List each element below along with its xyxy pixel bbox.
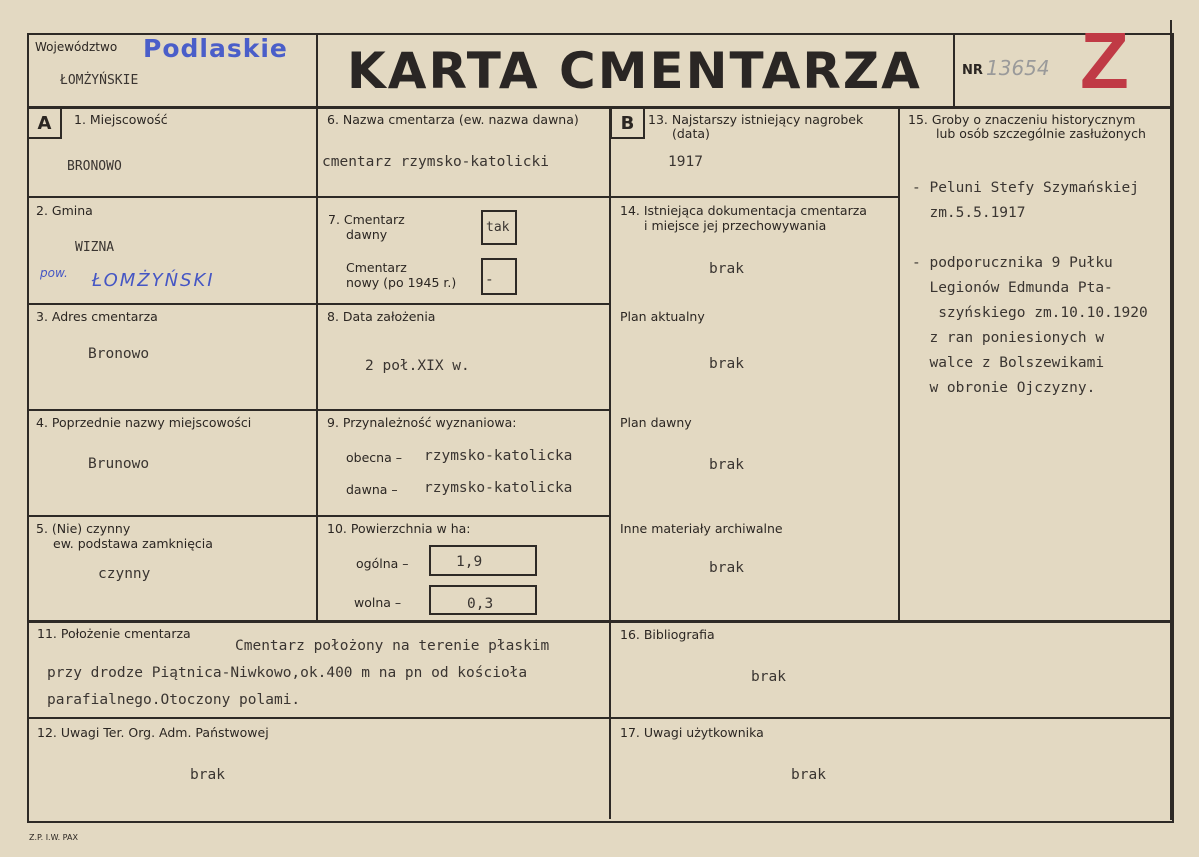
divider <box>316 33 318 621</box>
section-b-marker: B <box>610 107 645 139</box>
dawna-value: rzymsko-katolicka <box>424 480 573 496</box>
nr-value: 13654 <box>986 56 1050 80</box>
field-15-label: 15. Groby o znaczeniu historycznym <box>908 112 1136 127</box>
divider <box>27 106 1172 109</box>
divider <box>1170 20 1172 820</box>
grave-line: walce z Bolszewikami <box>912 355 1105 371</box>
wolna-value: 0,3 <box>429 585 537 615</box>
grave-line <box>912 226 1148 251</box>
obecna-value: rzymsko-katolicka <box>424 448 573 464</box>
field-11-line3: parafialnego.Otoczony polami. <box>47 692 301 708</box>
plan-aktualny-label: Plan aktualny <box>620 309 705 324</box>
divider <box>27 409 610 411</box>
grave-line: z ran poniesionych w <box>912 330 1105 346</box>
field-3-value: Bronowo <box>88 346 150 362</box>
grave-line: w obronie Ojczyzny. <box>912 380 1096 396</box>
divider <box>953 33 955 107</box>
field-11-label: 11. Położenie cmentarza <box>37 626 191 641</box>
field-2-label: 2. Gmina <box>36 203 93 218</box>
divider <box>27 303 610 305</box>
field-15-lines <box>912 176 1148 401</box>
grave-line: - podporucznika 9 Pułku <box>912 255 1113 271</box>
field-7-nowy-label: Cmentarz <box>346 260 407 275</box>
grave-line: szyńskiego zm.10.10.1920 <box>912 305 1148 321</box>
field-9-label: 9. Przynależność wyznaniowa: <box>327 415 517 430</box>
field-2-value: WIZNA <box>75 240 115 255</box>
nr-label: NR <box>962 63 983 78</box>
field-7-label: 7. Cmentarz <box>328 212 405 227</box>
field-1-label: 1. Miejscowość <box>74 112 168 127</box>
field-11-line1: Cmentarz położony na terenie płaskim <box>235 638 550 654</box>
divider <box>27 196 900 198</box>
inne-materialy-value: brak <box>709 560 744 576</box>
printer-mark: Z.P. I.W. PAX <box>29 833 78 842</box>
inne-materialy-label: Inne materiały archiwalne <box>620 521 783 536</box>
field-14-value: brak <box>709 261 744 277</box>
field-17-label: 17. Uwagi użytkownika <box>620 725 764 740</box>
field-8-label: 8. Data założenia <box>327 309 436 324</box>
field-16-label: 16. Bibliografia <box>620 627 715 642</box>
field-16-value: brak <box>751 669 786 685</box>
field-5-value: czynny <box>98 566 151 582</box>
field-8-value: 2 poł.XIX w. <box>365 358 470 374</box>
field-14-sublabel: i miejsce jej przechowywania <box>644 218 827 233</box>
field-12-value: brak <box>190 767 225 783</box>
wojewodztwo-label: Województwo <box>35 40 118 54</box>
wojewodztwo-value: ŁOMŻYŃSKIE <box>60 73 139 88</box>
plan-dawny-value: brak <box>709 457 744 473</box>
ogolna-value: 1,9 <box>429 545 537 576</box>
field-13-label: 13. Najstarszy istniejący nagrobek <box>648 112 864 127</box>
field-5-label: 5. (Nie) czynny <box>36 521 131 536</box>
field-7-nowy-sublabel: nowy (po 1945 r.) <box>346 275 457 290</box>
field-4-label: 4. Poprzednie nazwy miejscowości <box>36 415 252 430</box>
powiat-value: ŁOMŻYŃSKI <box>92 270 215 291</box>
field-11-line2: przy drodze Piątnica-Niwkowo,ok.400 m na pn od kościoła <box>47 665 528 681</box>
field-6-label: 6. Nazwa cmentarza (ew. nazwa dawna) <box>327 112 579 127</box>
grave-line: Legionów Edmunda Pta- <box>912 280 1113 296</box>
grave-line: - Peluni Stefy Szymańskiej <box>912 180 1139 196</box>
field-17-value: brak <box>791 767 826 783</box>
nr-red-mark: Z <box>1080 16 1129 105</box>
powiat-prefix: pow. <box>40 266 68 280</box>
field-12-label: 12. Uwagi Ter. Org. Adm. Państwowej <box>37 725 269 740</box>
field-3-label: 3. Adres cmentarza <box>36 309 158 324</box>
plan-aktualny-value: brak <box>709 356 744 372</box>
divider <box>609 107 611 819</box>
field-4-value: Brunowo <box>88 456 150 472</box>
field-14-label: 14. Istniejąca dokumentacja cmentarza <box>620 203 867 218</box>
field-1-value: BRONOWO <box>67 159 122 174</box>
page-title: KARTA CMENTARZA <box>347 42 922 100</box>
wojewodztwo-stamp: Podlaskie <box>143 34 288 63</box>
divider <box>27 717 1172 719</box>
field-13-sublabel: (data) <box>672 126 710 141</box>
ogolna-label: ogólna – <box>356 556 409 571</box>
divider <box>898 107 900 621</box>
field-6-value: cmentarz rzymsko-katolicki <box>322 154 549 170</box>
wolna-label: wolna – <box>354 595 402 610</box>
divider <box>27 515 610 517</box>
dawna-label: dawna – <box>346 482 398 497</box>
dawny-checkbox[interactable]: tak <box>481 210 517 245</box>
field-7-dawny-label: dawny <box>346 227 388 242</box>
obecna-label: obecna – <box>346 450 402 465</box>
grave-line: zm.5.5.1917 <box>912 205 1026 221</box>
divider <box>27 620 1172 623</box>
plan-dawny-label: Plan dawny <box>620 415 692 430</box>
field-13-value: 1917 <box>668 154 703 170</box>
section-a-marker: A <box>27 107 62 139</box>
field-5-sublabel: ew. podstawa zamknięcia <box>53 536 213 551</box>
nowy-checkbox[interactable]: - <box>481 258 517 295</box>
field-15-sublabel: lub osób szczególnie zasłużonych <box>936 126 1146 141</box>
field-10-label: 10. Powierzchnia w ha: <box>327 521 471 536</box>
